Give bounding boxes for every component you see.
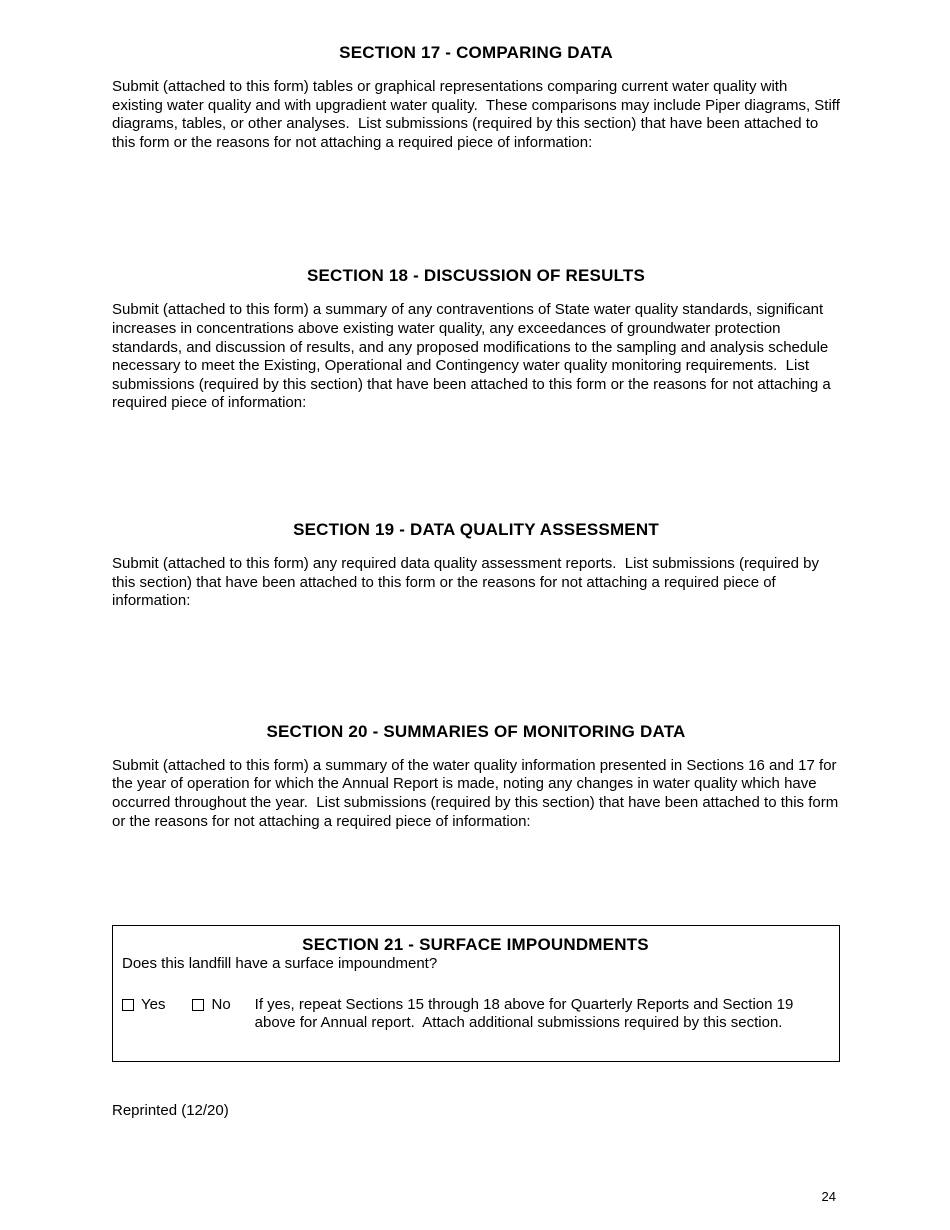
yes-option[interactable] bbox=[122, 996, 165, 1015]
section-20-title: SECTION 20 - SUMMARIES OF MONITORING DATA bbox=[266, 721, 686, 741]
section-21-box bbox=[112, 925, 840, 1062]
yes-option-label: Yes bbox=[141, 995, 166, 1013]
no-checkbox-icon[interactable] bbox=[192, 999, 204, 1011]
reprinted-note: Reprinted (12/20) bbox=[112, 1102, 229, 1120]
section-17-title: SECTION 17 - COMPARING DATA bbox=[339, 43, 613, 62]
section-20-body: Submit (attached to this form) a summary of the water quality information presented in Sections 16 and 17 for the year of operation for which the Annual Report is made, noting any changes in water quality which have occurred throughout the year. List submissions (required by this section) that have been attached to this form or the reasons for not attaching a required piece of information: bbox=[112, 756, 843, 830]
section-17-answer-space[interactable] bbox=[112, 152, 840, 265]
impoundment-instruction: If yes, repeat Sections 15 through 18 above for Quarterly Reports and Section 19 above for Annual report. Attach additional submissions required by this section. bbox=[254, 995, 798, 1032]
no-option[interactable] bbox=[192, 996, 230, 1015]
section-19-answer-space[interactable] bbox=[112, 611, 840, 721]
section-18 bbox=[112, 265, 840, 519]
impoundment-options-row bbox=[122, 996, 829, 1033]
section-21-title: SECTION 21 - SURFACE IMPOUNDMENTS bbox=[302, 935, 649, 955]
section-18-title: SECTION 18 - DISCUSSION OF RESULTS bbox=[306, 266, 646, 286]
yes-checkbox-icon[interactable] bbox=[122, 999, 134, 1011]
section-17 bbox=[112, 42, 845, 265]
page-number: 24 bbox=[821, 1189, 836, 1204]
section-20 bbox=[112, 721, 843, 925]
impoundment-question: Does this landfill have a surface impoundment? bbox=[122, 955, 438, 973]
section-20-answer-space[interactable] bbox=[112, 831, 840, 925]
section-19-body: Submit (attached to this form) any required data quality assessment reports. List submissions (required by this section) that have been attached to this form or the reasons for not attaching a required piece of information: bbox=[112, 554, 824, 610]
no-option-label: No bbox=[211, 995, 231, 1013]
section-17-body: Submit (attached to this form) tables or graphical representations comparing current water quality with existing water quality and with upgradient water quality. These comparisons may include Piper diagrams, Stiff diagrams, tables, or other analyses. List submissions (required by this section) that have been attached to this form or the reasons for not attaching a required piece of information: bbox=[112, 78, 845, 151]
section-19 bbox=[112, 519, 840, 721]
section-19-title: SECTION 19 - DATA QUALITY ASSESSMENT bbox=[293, 519, 659, 539]
section-18-body: Submit (attached to this form) a summary of any contraventions of State water quality standards, significant increases in concentrations above existing water quality, any exceedances of groundwater protection standards, and discussion of results, and any proposed modifications to the sampling and analysis schedule necessary to meet the Existing, Operational and Contingency water quality monitoring requirements. List submissions (required by this section) that have been attached to this form or the reasons for not attaching a required piece of information: bbox=[112, 301, 835, 412]
section-18-answer-space[interactable] bbox=[112, 413, 840, 519]
